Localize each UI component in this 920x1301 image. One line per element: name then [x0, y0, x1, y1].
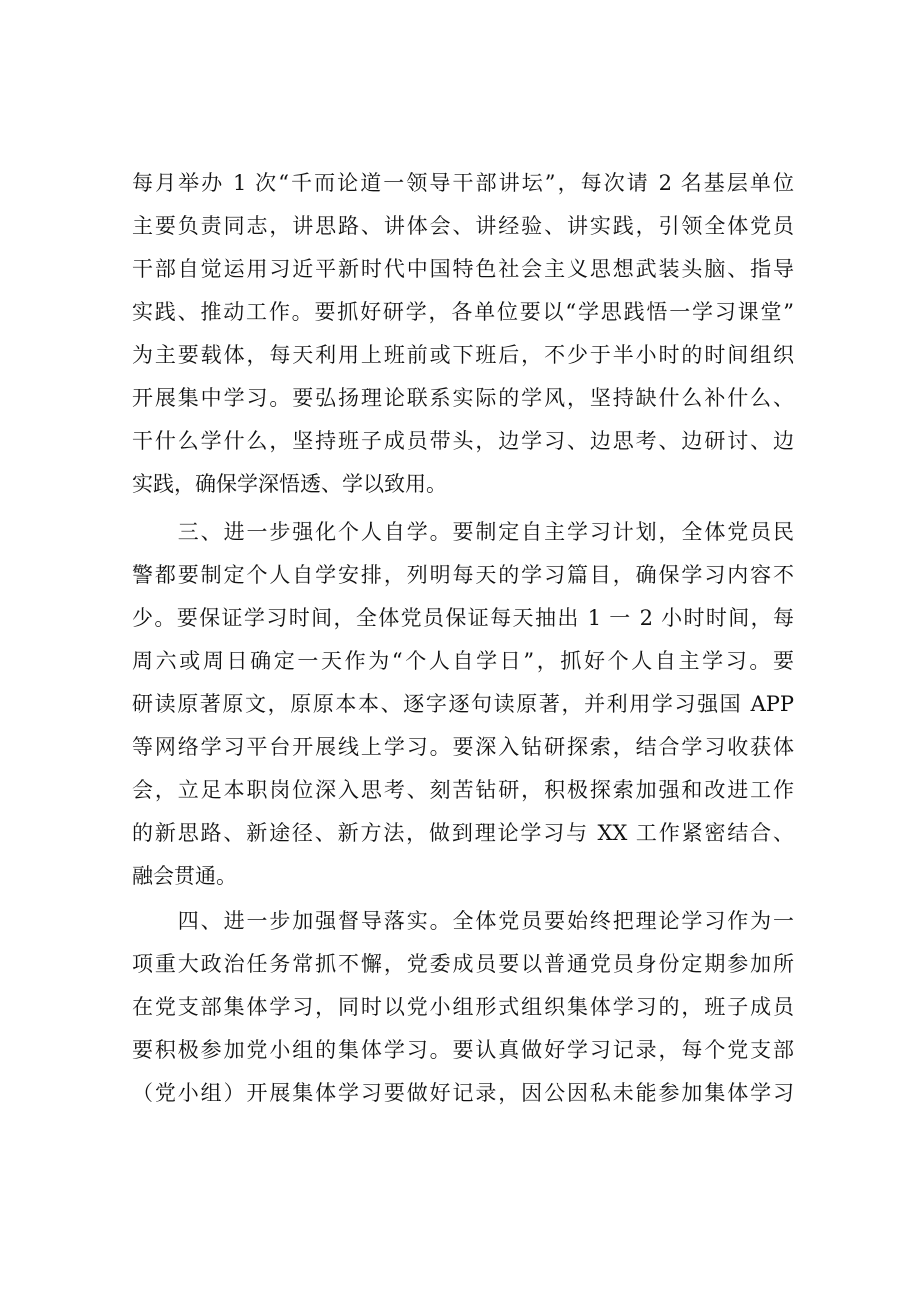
text-line: 四、进一步加强督导落实。全体党员要始终把理论学习作为一 [132, 909, 794, 933]
text-line: 项重大政治任务常抓不懈，党委成员要以普通党员身份定期参加所 [132, 952, 794, 976]
text-line: 为主要载体，每天利用上班前或下班后，不少于半小时的时间组织 [132, 343, 794, 367]
text-line: 会，立足本职岗位深入思考、刻苦钻研，积极探索加强和改进工作 [132, 778, 794, 802]
text-line: 要积极参加党小组的集体学习。要认真做好学习记录，每个党支部 [132, 1038, 794, 1062]
text-line: 等网络学习平台开展线上学习。要深入钻研探索，结合学习收获体 [132, 735, 794, 759]
text-line: 三、进一步强化个人自学。要制定自主学习计划，全体党员民 [132, 520, 794, 544]
text-line: 研读原著原文，原原本本、逐字逐句读原著，并利用学习强国 APP [132, 692, 794, 716]
text-line: 干部自觉运用习近平新时代中国特色社会主义思想武装头脑、指导 [132, 257, 794, 281]
text-line: 干什么学什么，坚持班子成员带头，边学习、边思考、边研讨、边 [132, 429, 794, 453]
text-line: 在党支部集体学习，同时以党小组形式组织集体学习的，班子成员 [132, 995, 794, 1019]
text-line: 实践、推动工作。要抓好研学，各单位要以“学思践悟一学习课堂” [132, 300, 794, 324]
text-line: 实践，确保学深悟透、学以致用。 [132, 472, 447, 496]
text-line: 周六或周日确定一天作为“个人自学日”，抓好个人自主学习。要 [132, 649, 794, 673]
text-line: 开展集中学习。要弘扬理论联系实际的学风，坚持缺什么补什么、 [132, 386, 794, 410]
text-line: 警都要制定个人自学安排，列明每天的学习篇目，确保学习内容不 [132, 563, 794, 587]
paragraph-study-sessions [132, 162, 794, 506]
text-line: 每月举办 1 次“千而论道一领导干部讲坛”，每次请 2 名基层单位 [132, 171, 794, 195]
text-line: 融会贯通。 [132, 864, 237, 888]
paragraph-supervision [132, 900, 794, 1115]
text-line: 的新思路、新途径、新方法，做到理论学习与 XX 工作紧密结合、 [132, 821, 794, 845]
text-line: 少。要保证学习时间，全体党员保证每天抽出 1 一 2 小时时间，每 [132, 606, 794, 630]
paragraph-self-study [132, 511, 794, 898]
text-line: （党小组）开展集体学习要做好记录，因公因私未能参加集体学习 [132, 1081, 794, 1105]
text-line: 主要负责同志，讲思路、讲体会、讲经验、讲实践，引领全体党员 [132, 214, 794, 238]
